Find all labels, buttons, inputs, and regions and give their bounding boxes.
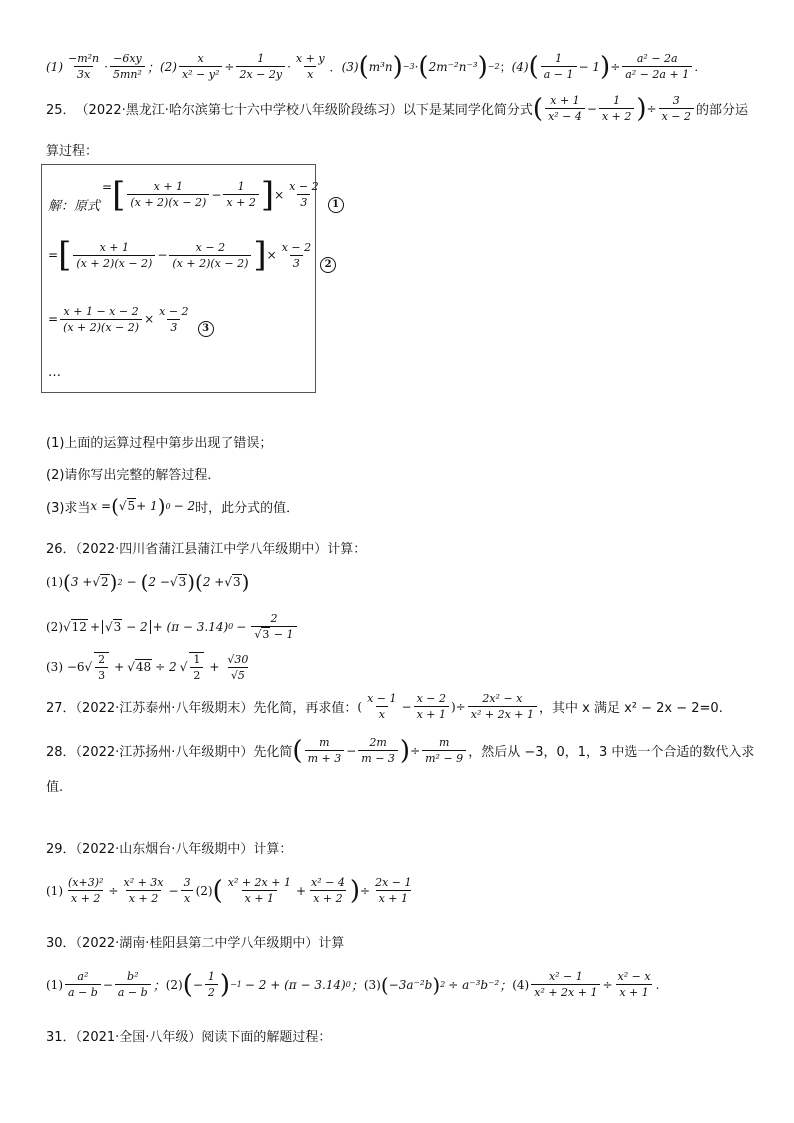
q24-part3-label: (3) <box>341 59 359 74</box>
q29-header: 29．（2022·山东烟台·八年级期中）计算： <box>46 842 293 857</box>
solution-step2: = [ $\frac{x + 1}{(x + 2)(x - 2)}$ − $\frac{x - 2}{(x + 2)(x - 2)}$ ] × $\frac{x - 2}{3}$ 2 <box>48 237 336 273</box>
q25-header: 25． （2022·黑龙江·哈尔滨第七十六中学校八年级阶段练习）以下是某同学化简分式 ( $\frac{x + 1}{\text{x² − 4}}$ − $\frac{1}{x + 2}$ ) ÷ $\frac{3}{x - 2}$ 的部分运 <box>46 93 749 124</box>
q25-number: 25． <box>46 103 76 118</box>
q24-part1-label: (1) <box>46 59 63 74</box>
q24-p1-frac1: $\frac{\text{−m²n}}{3x}$ <box>68 52 100 81</box>
solution-ellipsis: … <box>48 365 61 380</box>
q24-p2-frac3: $\frac{x + y}{x}$ <box>295 52 325 81</box>
q29-parts: (1) $\frac{\text{(x+3)²}}{x + 2}$ ÷ $\frac{\text{x² + 3x}}{x + 2}$ − $\frac{3}{x}$ (2) ( $\frac{\text{x² + 2x + 1}}{x + 1}$ + $\frac{\text{x² − 4}}{x + 2}$ ) ÷ $\frac{2x - 1}{x + 1}$ <box>46 875 412 906</box>
step-marker-1: 1 <box>328 197 344 213</box>
q24-p4-frac1: $\frac{1}{a - 1}$ <box>541 52 577 81</box>
q24-line: (1) $\frac{\text{−m²n}}{3x}$ · $\frac{-6xy}{\text{5mn²}}$ ； (2) $\frac{x}{\text{x² − y²}}$ ÷ $\frac{1}{2x - 2y}$ · $\frac{x + y}{x}$ ． (3) ( m³n ) −3 · ( 2m⁻²n⁻³ ) −2 ； (4) ( $\frac{1}{a - 1}$ − 1 ) ÷ $\frac{\text{a² − 2a}}{\text{a² − 2a + 1}}$ ． <box>46 51 707 82</box>
q27: 27．（2022·江苏泰州·八年级期末）先化简，再求值： ( $\frac{x - 1}{x}$ − $\frac{x - 2}{x + 1}$ )÷ $\frac{\text{2x² − x}}{\text{x² + 2x + 1}}$ ，其中 x 满足 x² − 2x − 2=0. <box>46 692 723 721</box>
q25-line2: 算过程： <box>46 144 99 159</box>
q25-source: （2022·黑龙江·哈尔滨第七十六中学校八年级阶段练习）以下是某同学化简分式 <box>75 103 533 118</box>
q24-p1-frac2: $\frac{-6xy}{\text{5mn²}}$ <box>110 52 145 81</box>
q26-part1: (1) ( 3 + √2 ) 2 − ( 2 − √3 ) ( 2 + √3 ) <box>46 570 250 594</box>
q30-parts: (1) $\frac{\text{a²}}{a - b}$ − $\frac{\text{b²}}{a - b}$ ； (2) ( − $\frac{1}{2}$ ) −1 − 2 + (π − 3.14) 0 ； (3) ( −3a⁻²b ) 2 ÷ a⁻³b⁻² ； (4) $\frac{\text{x² − 1}}{\text{x² + 2x + 1}}$ ÷ $\frac{\text{x² − x}}{x + 1}$ . <box>46 969 660 1000</box>
q24-part2-label: (2) <box>159 59 177 74</box>
q26-header: 26．（2022·四川省蒲江县蒲江中学八年级期中）计算： <box>46 542 367 557</box>
q24-part4-label: (4) <box>511 59 529 74</box>
solution-box <box>41 164 340 393</box>
solution-step1: 解：原式 = [ $\frac{x + 1}{(x + 2)(x - 2)}$ − $\frac{1}{x + 2}$ ] × $\frac{x - 2}{3}$ 1 <box>48 175 344 214</box>
step-marker-2: 2 <box>320 257 336 273</box>
q25-sub2: (2)请你写出完整的解答过程． <box>46 468 221 483</box>
q26-part3: (3) −6 √ $\frac{2}{3}$ + √48 ÷ 2 √ $\frac{1}{2}$ + $\frac{√30}{√5}$ <box>46 652 249 682</box>
solution-step3: = $\frac{x + 1 - x - 2}{(x + 2)(x - 2)}$ × $\frac{x - 2}{3}$ 3 <box>48 301 214 337</box>
q24-p2-frac2: $\frac{1}{2x - 2y}$ <box>236 52 285 81</box>
step-marker-3: 3 <box>198 321 214 337</box>
q28: 28．（2022·江苏扬州·八年级期中）先化简 ( $\frac{m}{m + 3}$ − $\frac{2m}{m - 3}$ ) ÷ $\frac{m}{\text{m² − 9}}$ ，然后从 −3，0，1，3 中选一个合适的数代入求 <box>46 735 755 766</box>
q24-p4-frac2: $\frac{\text{a² − 2a}}{\text{a² − 2a + 1}}$ <box>622 52 692 81</box>
q25-sub3: (3)求当 x = ( √5 + 1 ) 0 − 2 时，此分式的值． <box>46 494 300 518</box>
q30-header: 30．（2022·湖南·桂阳县第二中学八年级期中）计算 <box>46 936 345 951</box>
q28-line2: 值. <box>46 780 64 795</box>
q24-p2-frac1: $\frac{x}{\text{x² − y²}}$ <box>179 52 222 81</box>
q31-header: 31．（2021·全国·八年级）阅读下面的解题过程： <box>46 1030 332 1045</box>
q25-sub1: (1)上面的运算过程中第步出现了错误； <box>46 436 273 451</box>
q26-part2: (2) √12 + √3 − 2 + (π − 3.14) 0 − $\frac{2}{√3 - 1}$ <box>46 612 299 641</box>
